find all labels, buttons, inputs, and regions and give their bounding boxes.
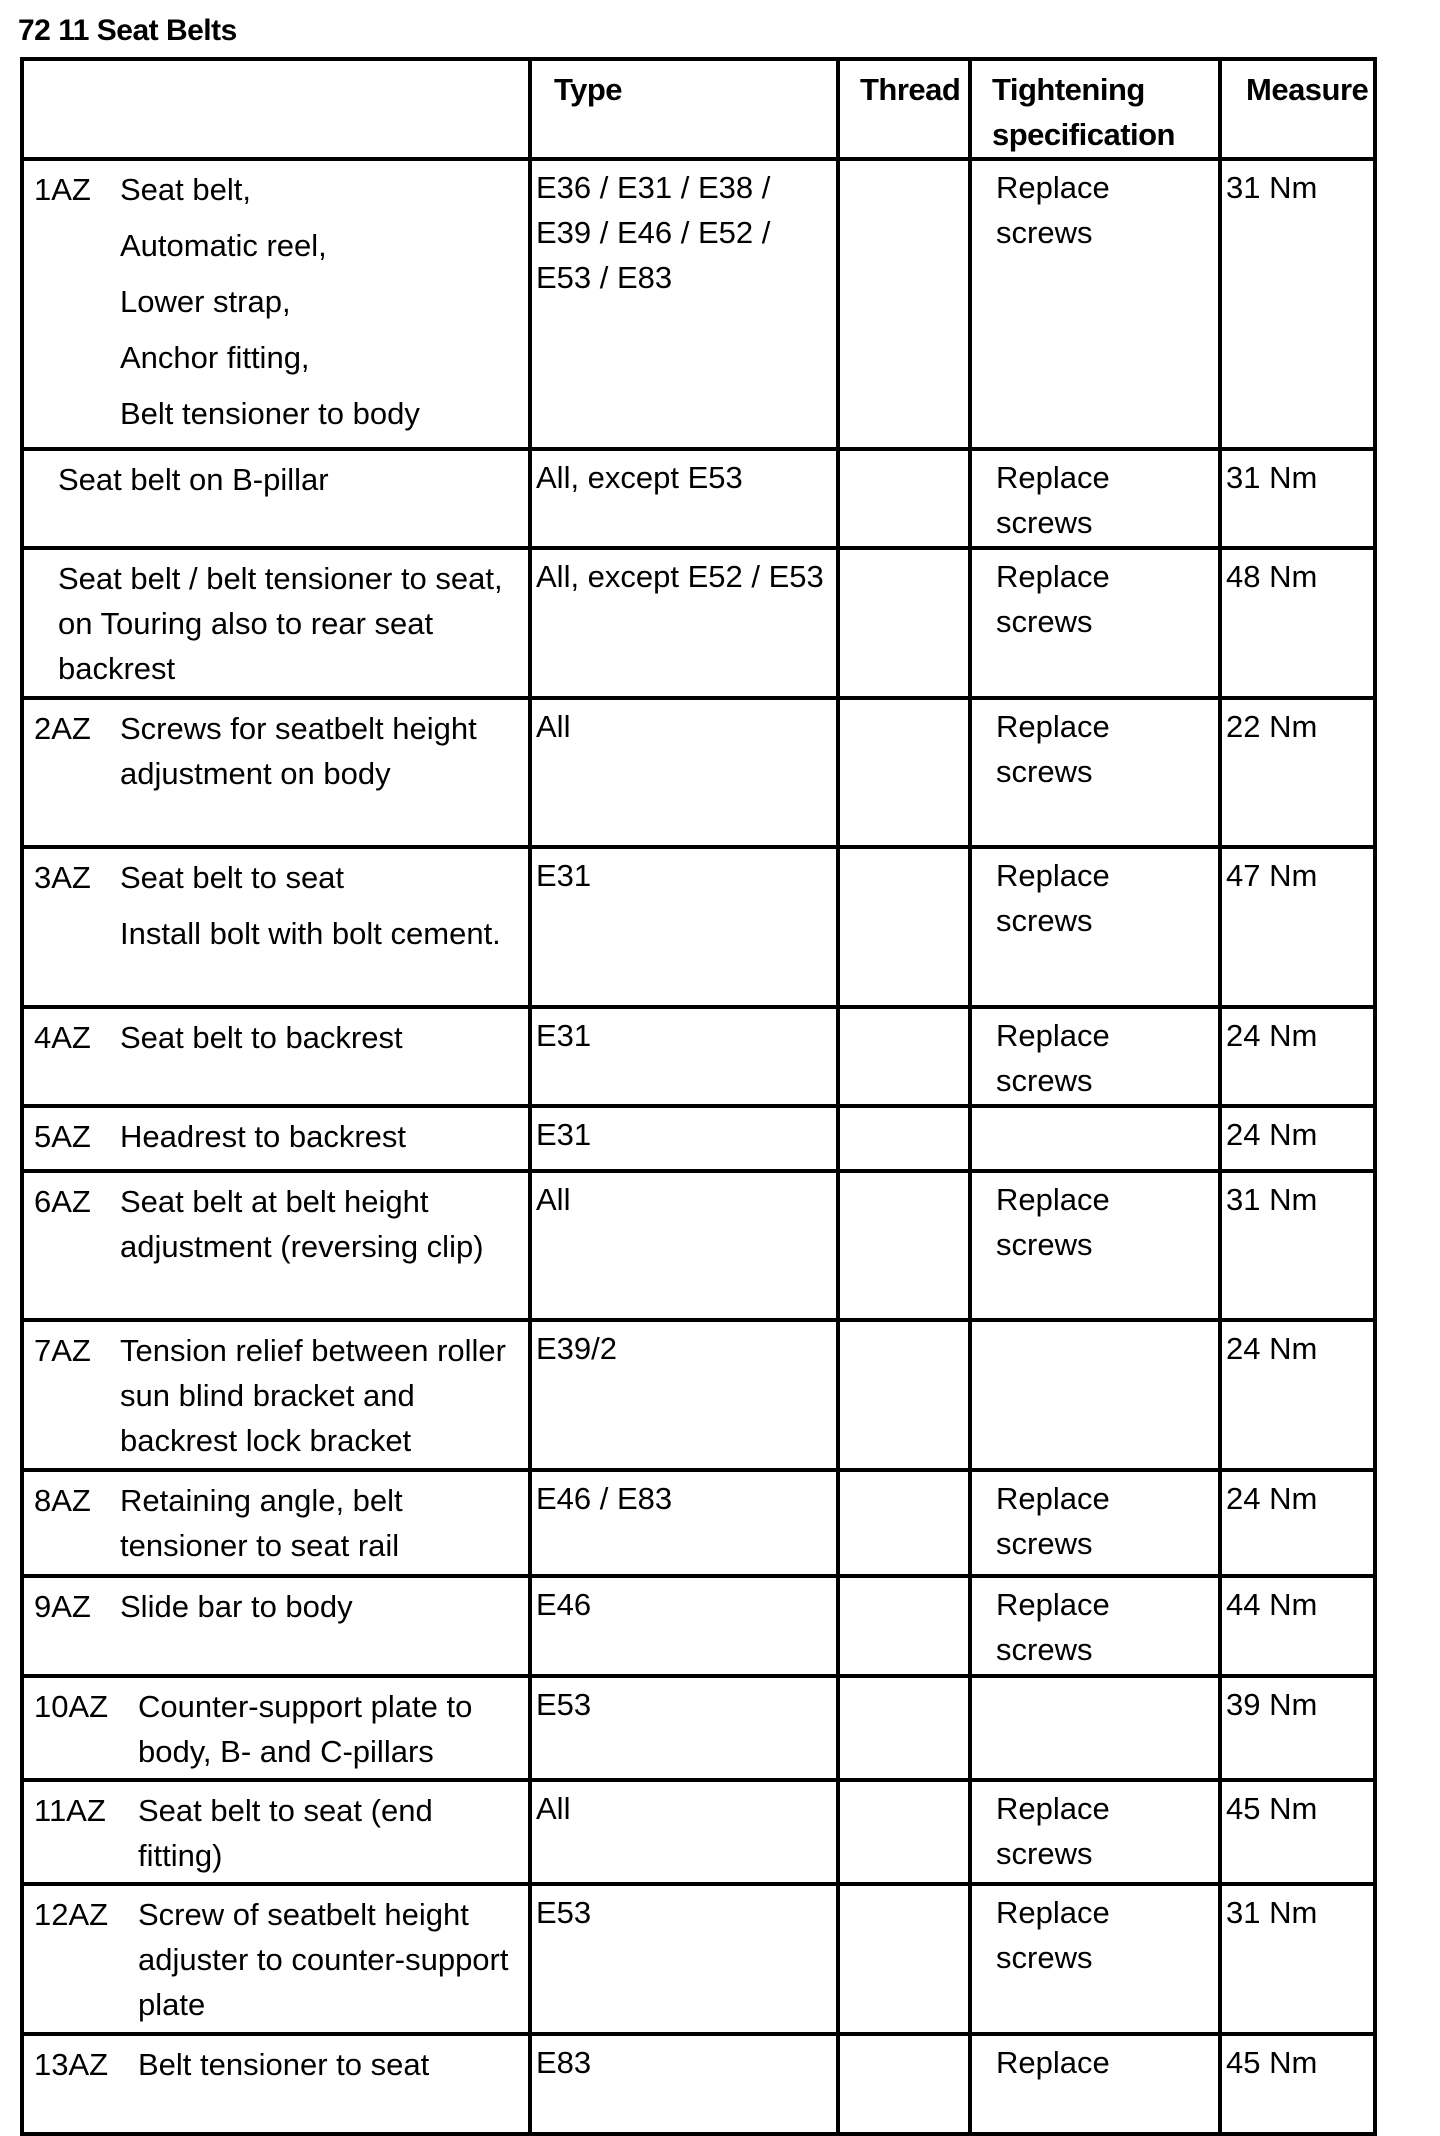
- tightening-cell: Replace screws: [970, 698, 1220, 847]
- measure-cell: 24 Nm: [1220, 1007, 1375, 1106]
- table-row: [22, 1470, 1375, 1576]
- measure-cell: 31 Nm: [1220, 1171, 1375, 1320]
- tightening-cell: Replace screws: [970, 1884, 1220, 2034]
- type-cell: E31: [530, 1007, 838, 1106]
- item-id: 8AZ: [34, 1483, 91, 1518]
- page-title: 72 11 Seat Belts: [18, 14, 237, 47]
- item-id: 9AZ: [34, 1589, 91, 1624]
- thread-cell: [838, 847, 970, 1007]
- measure-cell: 44 Nm: [1220, 1576, 1375, 1676]
- tightening-cell: Replace screws: [970, 1780, 1220, 1884]
- item-id: 1AZ: [34, 172, 91, 207]
- description-cell: [22, 698, 530, 847]
- thread-cell: [838, 548, 970, 698]
- thread-cell: [838, 698, 970, 847]
- type-cell: E31: [530, 1106, 838, 1171]
- type-cell: E39/2: [530, 1320, 838, 1470]
- description-text: Screws for seatbelt height adjustment on body: [120, 711, 477, 791]
- table-row: [22, 1007, 1375, 1106]
- table-row: [22, 847, 1375, 1007]
- header-type: Type: [530, 59, 838, 159]
- header-tightening: Tightening specification: [970, 59, 1220, 159]
- measure-cell: 31 Nm: [1220, 159, 1375, 449]
- item-id: 10AZ: [34, 1689, 109, 1724]
- thread-cell: [838, 1106, 970, 1171]
- table-row: [22, 1320, 1375, 1470]
- description-cell: [22, 548, 530, 698]
- table-row: [22, 159, 1375, 449]
- description-text: Seat belt to backrest: [120, 1020, 403, 1055]
- description-text: Retaining angle, belt tensioner to seat rail: [120, 1483, 403, 1563]
- table-row: [22, 1106, 1375, 1171]
- tightening-cell: Replace screws: [970, 847, 1220, 1007]
- item-id: 3AZ: [34, 860, 91, 895]
- description-lines: [120, 167, 528, 447]
- description-cell: [22, 1320, 530, 1470]
- description-line: Automatic reel,: [120, 228, 327, 263]
- description-text: Tension relief between roller sun blind bracket and backrest lock bracket: [120, 1333, 506, 1458]
- description-line: Install bolt with bolt cement.: [120, 916, 501, 951]
- thread-cell: [838, 1676, 970, 1780]
- thread-cell: [838, 159, 970, 449]
- tightening-cell: Replace screws: [970, 1171, 1220, 1320]
- table-row: [22, 1676, 1375, 1780]
- header-thread: Thread: [838, 59, 970, 159]
- type-cell: E36 / E31 / E38 / E39 / E46 / E52 / E53 / E83: [530, 159, 838, 449]
- type-cell: All, except E53: [530, 449, 838, 548]
- item-id: 12AZ: [34, 1897, 109, 1932]
- description-text: Seat belt / belt tensioner to seat, on Touring also to rear seat backrest: [58, 561, 503, 686]
- description-text: Seat belt to seat (end fitting): [138, 1793, 433, 1873]
- tightening-cell: [970, 1106, 1220, 1171]
- tightening-cell: Replace screws: [970, 548, 1220, 698]
- description-line: Lower strap,: [120, 284, 291, 319]
- measure-cell: 45 Nm: [1220, 1780, 1375, 1884]
- item-id: 7AZ: [34, 1333, 91, 1368]
- torque-spec-table: [20, 57, 1377, 2136]
- description-cell: [22, 1007, 530, 1106]
- description-text: Seat belt at belt height adjustment (reversing clip): [120, 1184, 484, 1264]
- measure-cell: 24 Nm: [1220, 1470, 1375, 1576]
- type-cell: E46: [530, 1576, 838, 1676]
- description-cell: [22, 1576, 530, 1676]
- description-line: Belt tensioner to body: [120, 396, 420, 431]
- measure-cell: 31 Nm: [1220, 449, 1375, 548]
- description-line: Anchor fitting,: [120, 340, 310, 375]
- thread-cell: [838, 1780, 970, 1884]
- description-cell: [22, 159, 530, 449]
- type-cell: All: [530, 1780, 838, 1884]
- table-row: [22, 1171, 1375, 1320]
- description-cell: [22, 847, 530, 1007]
- item-id: 5AZ: [34, 1119, 91, 1154]
- table-row: [22, 548, 1375, 698]
- description-cell: [22, 2034, 530, 2134]
- tightening-cell: Replace screws: [970, 1470, 1220, 1576]
- item-id: 13AZ: [34, 2047, 109, 2082]
- description-text: Slide bar to body: [120, 1589, 353, 1624]
- table-row: [22, 1780, 1375, 1884]
- thread-cell: [838, 1576, 970, 1676]
- description-cell: [22, 449, 530, 548]
- thread-cell: [838, 1320, 970, 1470]
- measure-cell: 45 Nm: [1220, 2034, 1375, 2134]
- measure-cell: 24 Nm: [1220, 1106, 1375, 1171]
- header-measure: Measure: [1220, 59, 1375, 159]
- item-id: 11AZ: [34, 1793, 106, 1828]
- description-cell: [22, 1470, 530, 1576]
- description-text: Headrest to backrest: [120, 1119, 407, 1154]
- description-text: Counter-support plate to body, B- and C-pillars: [138, 1689, 473, 1769]
- thread-cell: [838, 1007, 970, 1106]
- table-row: [22, 1884, 1375, 2034]
- measure-cell: 47 Nm: [1220, 847, 1375, 1007]
- tightening-cell: [970, 1676, 1220, 1780]
- tightening-cell: Replace screws: [970, 1576, 1220, 1676]
- description-cell: [22, 1676, 530, 1780]
- item-id: 6AZ: [34, 1184, 91, 1219]
- tightening-cell: Replace screws: [970, 159, 1220, 449]
- description-lines: [120, 855, 528, 967]
- measure-cell: 24 Nm: [1220, 1320, 1375, 1470]
- description-cell: [22, 1884, 530, 2034]
- thread-cell: [838, 1171, 970, 1320]
- tightening-cell: Replace screws: [970, 1007, 1220, 1106]
- table-row: [22, 449, 1375, 548]
- type-cell: E46 / E83: [530, 1470, 838, 1576]
- measure-cell: 31 Nm: [1220, 1884, 1375, 2034]
- tightening-cell: Replace screws: [970, 449, 1220, 548]
- thread-cell: [838, 2034, 970, 2134]
- measure-cell: 22 Nm: [1220, 698, 1375, 847]
- table-row: [22, 698, 1375, 847]
- type-cell: E53: [530, 1676, 838, 1780]
- description-cell: [22, 1106, 530, 1171]
- type-cell: E53: [530, 1884, 838, 2034]
- description-line: Seat belt,: [120, 172, 251, 207]
- header-row: [22, 59, 1375, 159]
- description-cell: [22, 1780, 530, 1884]
- type-cell: All: [530, 698, 838, 847]
- description-text: Seat belt on B-pillar: [58, 462, 329, 497]
- thread-cell: [838, 1884, 970, 2034]
- table-row: [22, 1576, 1375, 1676]
- item-id: 2AZ: [34, 711, 91, 746]
- description-line: Seat belt to seat: [120, 860, 345, 895]
- type-cell: E31: [530, 847, 838, 1007]
- type-cell: E83: [530, 2034, 838, 2134]
- tightening-cell: Replace: [970, 2034, 1220, 2134]
- thread-cell: [838, 449, 970, 548]
- description-text: Belt tensioner to seat: [138, 2047, 430, 2082]
- tightening-cell: [970, 1320, 1220, 1470]
- table-row: [22, 2034, 1375, 2134]
- header-description: [22, 59, 530, 159]
- item-id: 4AZ: [34, 1020, 91, 1055]
- measure-cell: 39 Nm: [1220, 1676, 1375, 1780]
- description-text: Screw of seatbelt height adjuster to counter-support plate: [138, 1897, 509, 2022]
- measure-cell: 48 Nm: [1220, 548, 1375, 698]
- description-cell: [22, 1171, 530, 1320]
- thread-cell: [838, 1470, 970, 1576]
- type-cell: All, except E52 / E53: [530, 548, 838, 698]
- type-cell: All: [530, 1171, 838, 1320]
